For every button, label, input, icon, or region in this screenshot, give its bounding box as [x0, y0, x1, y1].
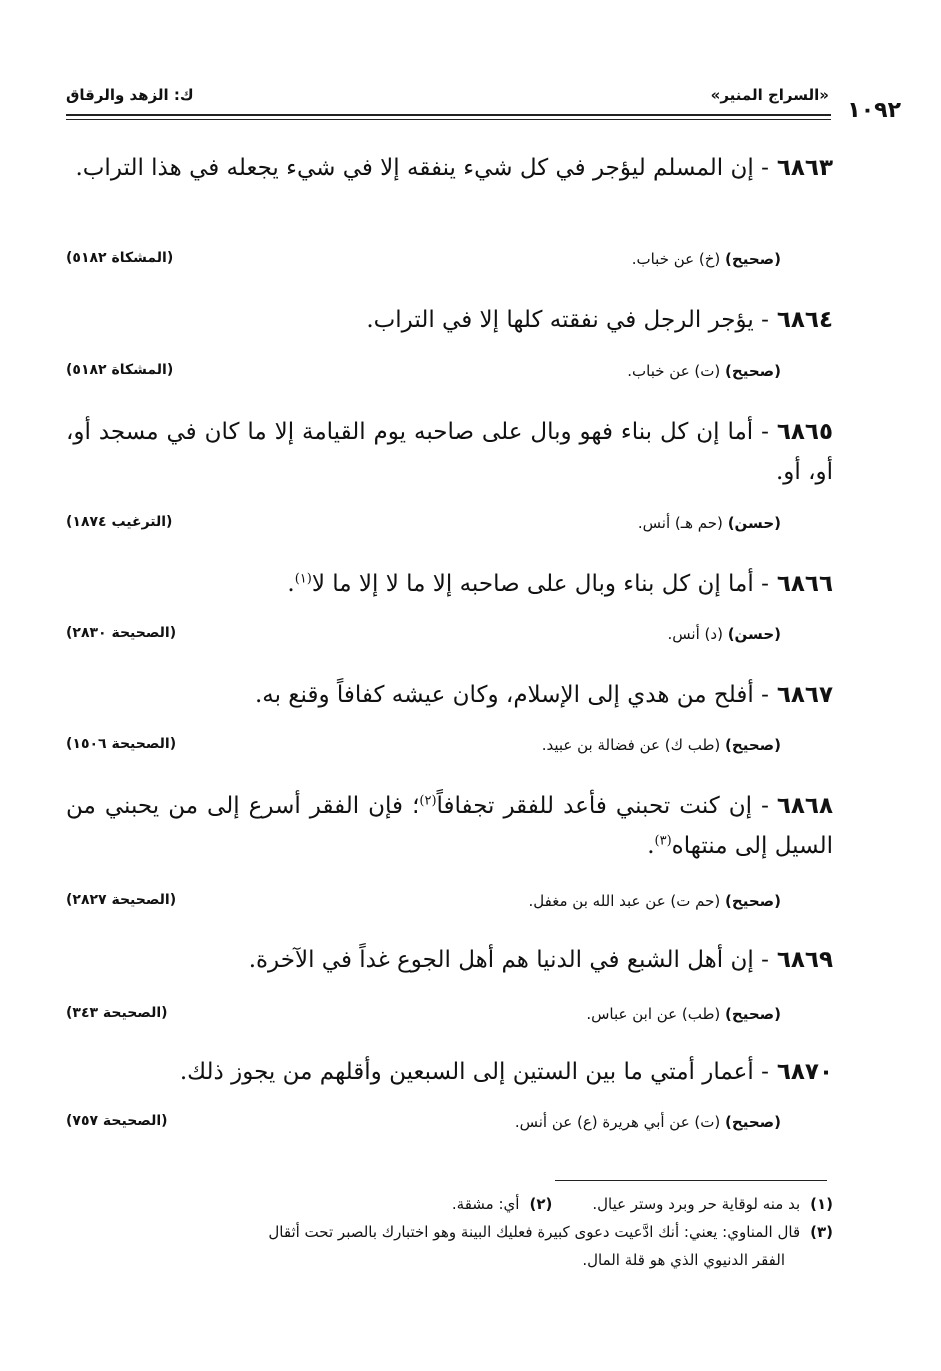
hadith-source: (حم هـ) أنس.: [637, 514, 723, 532]
hadith-grade: (صحيح): [725, 736, 781, 754]
footnote-line: [56, 1218, 833, 1246]
hadith-grade: (حسن): [727, 514, 781, 532]
hadith-grade: (صحيح): [725, 1005, 781, 1023]
hadith-number: ٦٨٦٣: [776, 155, 833, 181]
hadith-source: (ت) عن خباب.: [627, 362, 721, 380]
hadith-grade: (صحيح): [725, 362, 781, 380]
hadith-text: - يؤجر الرجل في نفقته كلها إلا في التراب.: [366, 307, 769, 333]
hadith-text: - أعمار أمتي ما بين الستين إلى السبعين وأقلهم من يجوز ذلك.: [179, 1059, 769, 1085]
hadith-source: (د) أنس.: [667, 625, 723, 643]
hadith-reference: (الصحيحة ٧٥٧): [66, 1113, 168, 1129]
hadith-source: (حم ت) عن عبد الله بن مغفل.: [528, 892, 721, 910]
source-line: [66, 514, 781, 540]
hadith-source: (طب ك) عن فضالة بن عبيد.: [541, 736, 721, 754]
footnote-rule: [555, 1180, 827, 1181]
hadith-entry: [66, 786, 833, 866]
hadith-grade: (حسن): [727, 625, 781, 643]
source-line: [66, 736, 781, 762]
chapter-title: ك: الزهد والرقاق: [66, 86, 194, 104]
hadith-text: - إن كنت تحبني فأعد للفقر تجفافاً: [436, 793, 769, 819]
footnote-mark: (٣): [654, 833, 672, 849]
hadith-number: ٦٨٦٩: [776, 947, 833, 973]
hadith-reference: (الصحيحة ٣٤٣): [66, 1005, 168, 1021]
hadith-grade: (صحيح): [725, 250, 781, 268]
source-line: [66, 362, 781, 388]
footnote-text: بد منه لوقاية حر وبرد وستر عيال.: [592, 1195, 801, 1213]
hadith-entry: [66, 675, 833, 715]
hadith-entry: [66, 300, 833, 340]
hadith-number: ٦٨٦٦: [776, 571, 833, 597]
hadith-text: - إن أهل الشبع في الدنيا هم أهل الجوع غداً في الآخرة.: [248, 947, 769, 973]
source-line: [66, 1113, 781, 1139]
running-header: [66, 80, 829, 110]
hadith-text-mid: ؛ فإن الفقر أسرع إلى من يحبني من السيل إلى منتهاه: [66, 793, 833, 859]
source-line: [66, 250, 781, 276]
footnote-text: أي: مشقة.: [451, 1195, 520, 1213]
hadith-entry: [66, 412, 833, 492]
header-rule: [66, 119, 831, 120]
hadith-number: ٦٨٧٠: [776, 1059, 833, 1085]
source-line: [66, 625, 781, 651]
hadith-entry: [66, 940, 833, 980]
header-rule: [66, 114, 831, 116]
footnote-mark: (٢): [419, 793, 437, 809]
hadith-entry: [66, 1052, 833, 1092]
footnote-line: [56, 1190, 833, 1218]
hadith-text: - أما إن كل بناء فهو وبال على صاحبه يوم القيامة إلا ما كان في مسجد أو، أو، أو.: [66, 419, 833, 485]
hadith-text: - أما إن كل بناء وبال على صاحبه إلا ما لا إلا ما لا: [311, 571, 769, 597]
hadith-number: ٦٨٦٨: [776, 793, 834, 819]
hadith-reference: (الصحيحة ٢٨٣٠): [66, 625, 177, 641]
hadith-entry: [66, 564, 833, 604]
hadith-reference: (المشكاة ٥١٨٢): [66, 362, 174, 378]
hadith-grade: (صحيح): [725, 892, 781, 910]
hadith-number: ٦٨٦٥: [776, 419, 833, 445]
hadith-grade: (صحيح): [725, 1113, 781, 1131]
footnote-number: (١): [810, 1195, 833, 1213]
hadith-source: (ت) عن أبي هريرة (ع) عن أنس.: [514, 1113, 721, 1131]
footnotes: [56, 1190, 833, 1274]
source-line: [66, 1005, 781, 1031]
hadith-text: - أفلح من هدي إلى الإسلام، وكان عيشه كفافاً وقنع به.: [254, 682, 769, 708]
hadith-reference: (الصحيحة ٢٨٢٧): [66, 892, 177, 908]
hadith-number: ٦٨٦٧: [776, 682, 833, 708]
hadith-reference: (الصحيحة ١٥٠٦): [66, 736, 177, 752]
book-title: «السراج المنير»: [710, 86, 829, 104]
hadith-text-end: .: [287, 571, 295, 597]
hadith-source: (خ) عن خباب.: [631, 250, 721, 268]
footnote-number: (٣): [810, 1223, 833, 1241]
hadith-text: - إن المسلم ليؤجر في كل شيء ينفقه إلا في شيء يجعله في هذا التراب.: [75, 155, 769, 181]
footnote-number: (٢): [529, 1195, 553, 1213]
page-number: ١٠٩٢: [847, 98, 901, 123]
footnote-mark: (١): [294, 571, 312, 587]
source-line: [66, 892, 781, 918]
footnote-text-continued: الفقر الدنيوي الذي هو قلة المال.: [582, 1251, 785, 1269]
hadith-reference: (المشكاة ٥١٨٢): [66, 250, 174, 266]
hadith-text-end: .: [647, 833, 655, 859]
footnote-text: قال المناوي: يعني: أنك ادَّعيت دعوى كبيرة فعليك البينة وهو اختبارك بالصبر تحت أثقال: [268, 1223, 801, 1241]
hadith-number: ٦٨٦٤: [776, 307, 833, 333]
hadith-entry: [66, 148, 833, 188]
hadith-reference: (الترغيب ١٨٧٤): [66, 514, 173, 530]
hadith-source: (طب) عن ابن عباس.: [586, 1005, 721, 1023]
